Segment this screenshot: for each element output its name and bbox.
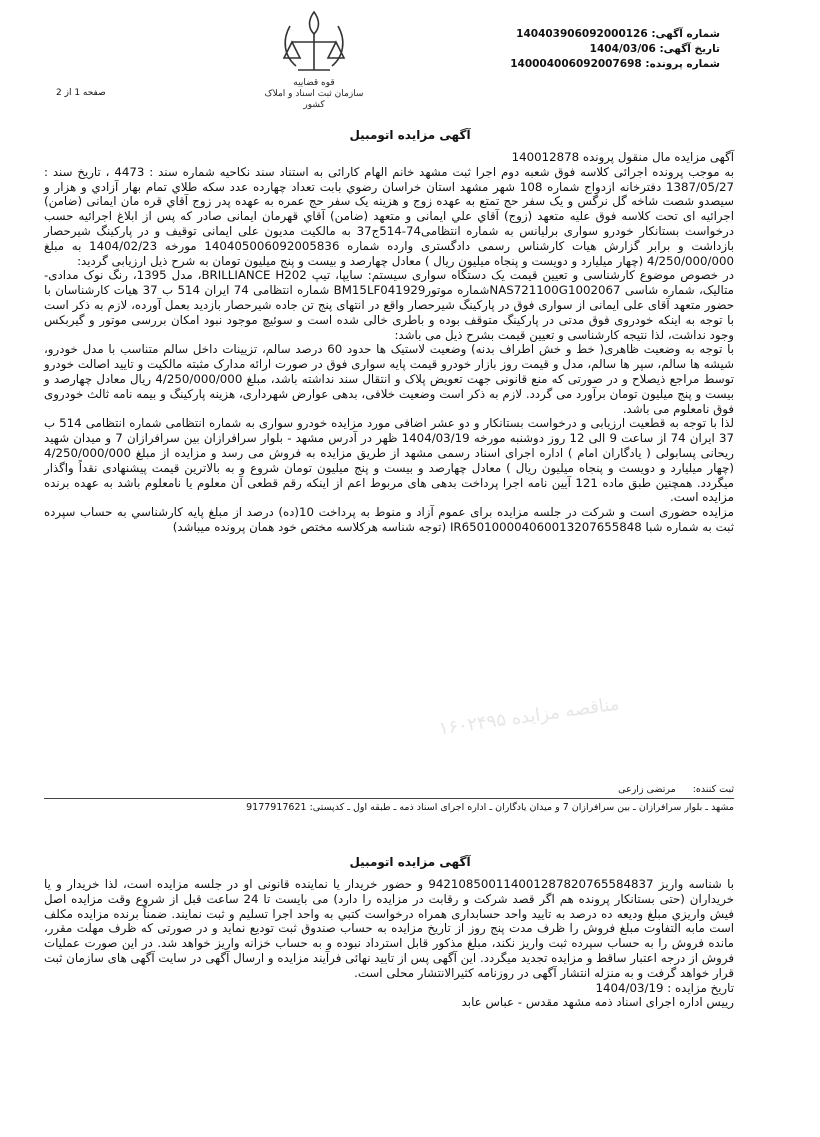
section-1-title: آگهی مزایده اتومبیل xyxy=(349,128,471,142)
case-line: آگهی مزایده مال منقول پرونده 140012878 xyxy=(511,150,734,164)
page-number: صفحه 1 از 2 xyxy=(56,88,106,98)
section-2-body xyxy=(44,877,734,1010)
case-number-label: شماره پرونده: xyxy=(645,58,720,70)
notice-number-label: شماره آگهی: xyxy=(651,28,720,40)
paragraph-vehicle-spec: در خصوص موضوع کارشناسی و تعیین قیمت یک دستگاه سواری سیستم: سایپا، تیپ BRILLIANCE H202، مدل 1395، رنگ نوک مدادی-متالیک، شماره شاسی NAS721100G1002067شماره موتورBM15LF041929 شماره انتظامی 74 ایران 514 ب 37 هیات کارشناسان با حضور متعهد آقای علی ایمانی از سواری فوق در پارکینگ شیرحصار واقع در انتهای پنج تن جاده شیرحصار بازدید بعمل آورده، لازم به ذکر است با توجه به اینکه خودروی فوق مدتی در پارکینگ متوقف بوده و باطری خالی شده است و سوئیچ موجود نبود امکان بررسی موتور و گیربکس وجود نداشت، لذا نتیجه کارشناسی و تعیین قیمت بشرح ذیل می باشد: xyxy=(44,268,734,342)
registrar-row xyxy=(44,784,734,795)
divider xyxy=(44,798,734,799)
section-2-title: آگهی مزایده اتومبیل xyxy=(349,855,471,869)
notice-number-row xyxy=(404,27,720,42)
notice-date-label: تاریخ آگهی: xyxy=(659,43,720,55)
registrar-name: مرتضی زارعی xyxy=(618,784,676,795)
paragraph-auction-terms: لذا با توجه به قطعیت ارزیابی و درخواست بستانکار و دو عشر اضافی مورد مزایده خودرو سواری به شماره انتظامی شماره انتظامی 514 ب 37 ایران 74 از ساعت 9 الی 12 روز دوشنبه مورخه 1404/03/19 ظهر در آدرس مشهد - بلوار سرافرازان بین سرافرازان 7 و میدان شهید ریحانی پسابولی ( یادگاران امام ) اداره اجرای اسناد رسمی مشهد از طریق مزایده به فروش می رسد و مزایده از مبلغ 4/250/000/000 (چهار میلیارد و دویست و پنجاه میلیون ریال ) معادل چهارصد و بیست و پنج میلیون تومان شروع و به بالاترین قیمت پیشنهادی نقداً واگذار میگردد. همچنین طبق ماده 121 آیین نامه اجرا پرداخت بدهی های مربوط اعم از اینکه رقم قطعی آن معلوم یا نامعلوم باشد به عهده برنده مزایده است. xyxy=(44,416,734,505)
case-number-row xyxy=(404,57,720,72)
notice-date: 1404/03/06 xyxy=(589,43,656,55)
signatory: رییس اداره اجرای اسناد ذمه مشهد مقدس - عباس عابد xyxy=(461,995,734,1010)
paragraph-background: به موجب پرونده اجرائی کلاسه فوق شعبه دوم اجرا ثبت مشهد خانم الهام کارائی به استناد سند نکاحیه شماره سند : 4473 ، تاریخ سند : 1387/05/27 دفترخانه ازدواج شماره 108 شهر مشهد استان خراسان رضوي بابت تعداد چهارده عدد سکه طلاي تمام بهار آزادي و هزار و سیصدو شصت شاخه گل نرگس و یک سفر حج تمتع به عهده زوج و هزینه یک سفر حج عمره به عهده پدر زوج آقاي قره مان ایمانی (ضامن) اجرائیه ای تحت کلاسه فوق علیه متعهد (زوج) آقاي علي ایمانی و متعهد (ضامن) آقاي قهرمان ایمانی صادر که پس از ابلاغ اجرائیه حسب درخواست بستانکار خودرو سواری برلیانس به شماره انتظامی74-514ج37 به مالکیت مدیون علی ایمانی توقیف و در پارکینگ شیرحصار بازداشت و برابر گزارش هیات کارشناس رسمی دادگستری وارده شماره 140405006092005836 مورخه 1404/02/23 به مبلغ 4/250/000/000 (چهار میلیارد و دویست و پنجاه میلیون ریال ) معادل چهارصد و بیست و پنج میلیون تومان به شرح ذیل ارزیابی گردید: xyxy=(44,164,735,268)
office-address: مشهد ـ بلوار سرافرازان ـ بین سرافرازان 7 و میدان یادگاران ـ اداره اجرای اسناد ذمه ـ طبقه اول ـ کدپستی: 9177917621 xyxy=(246,802,734,813)
paragraph-deposit: مزایده حضوری است و شرکت در جلسه مزایده برای عموم آزاد و منوط به پرداخت 10(ده) درصد از مبلغ پایه کارشناسي به حساب سپرده ثبت به شماره شبا IR650100004060013207655848 (توجه شناسه هرکلاسه مختص خود همان پرونده میباشد) xyxy=(44,505,734,534)
section-1-body xyxy=(44,150,734,535)
paragraph-valuation: با توجه به وضعیت ظاهری( خط و خش اطراف بدنه) وضعیت لاستیک ها حدود 60 درصد سالم، تزیینات داخل سالم متناسب با مدل خودرو، شیشه ها سالم، سپر ها سالم، مدل و قیمت روز بازار خودرو قیمت پایه سواری فوق در صورت ارائه مدارک مثبته مالکیت و تایید اصالت خودرو توسط مراجع ذیصلاح و در صورتی که منع قانونی جهت تعویض پلاک و انتقال سند نداشته باشد، مبلغ 4/250/000/000 ریال معادل چهارصد و بیست و پنج میلیون تومان برآورد می گردد. لازم به ذکر است وضعیت خلافی، بدهی عوارض شهرداری، هزینه پارکینگ و بیمه نامه ثالث خودروی فوق نامعلوم می باشد. xyxy=(44,342,734,416)
organization-line-2: سازمان ثبت اسناد و املاک کشور xyxy=(264,89,364,110)
organization-name xyxy=(262,78,366,111)
notice-meta xyxy=(404,27,720,72)
notice-number: 140403906092000126 xyxy=(516,28,648,40)
watermark: مناقصه مزایده ۱۶۰۲۴۹۵ xyxy=(437,693,621,740)
paragraph-payment: با شناسه واریز 942108500114001287820765584837 و حضور خریدار یا نماینده قانونی او در جلسه مزایده است، لذا خریدار و یا خریداران (حتی بستانکار پرونده هم اگر قصد شرکت و رقابت در مزایده را دارد) می بایست تا 24 ساعت قبل از شروع وقت مزایده اصل فیش واریزي مبلغ ودیعه ده درصد به تایید واحد حسابداری همراه درخواست کتبي به واحد اجرا تسليم و ثبت نمايند. ضمناً برنده مزایده مکلف است مابه التفاوت مبلغ فروش را ظرف مدت پنج روز از تاریخ مزایده به حساب صندوق ثبت تودیع نماید و در صورتی که ظرف مهلت مقرر، مانده فروش را به حساب سپرده ثبت واریز نکند، مبلغ مذکور قابل استرداد نبوده و به حساب خزانه واریز خواهد شد. در این صورت عملیات فروش از درجه اعتبار ساقط و مزایده تجدید میگردد. این آگهی پس از تایید نهائی فرآیند مزایده و ارسال آگهی در سایت آگهی های سازمان ثبت قرار خواهد گرفت و به منزله انتشار آگهی در روزنامه کثیرالانتشار محلی است. xyxy=(44,877,734,980)
notice-date-row xyxy=(404,42,720,57)
case-number: 140004006092007698 xyxy=(510,58,642,70)
organization-line-1: قوه قضاییه xyxy=(293,78,335,88)
auction-date: تاریخ مزایده : 1404/03/19 xyxy=(595,980,734,995)
registrar-label: ثبت کننده: xyxy=(692,784,734,795)
